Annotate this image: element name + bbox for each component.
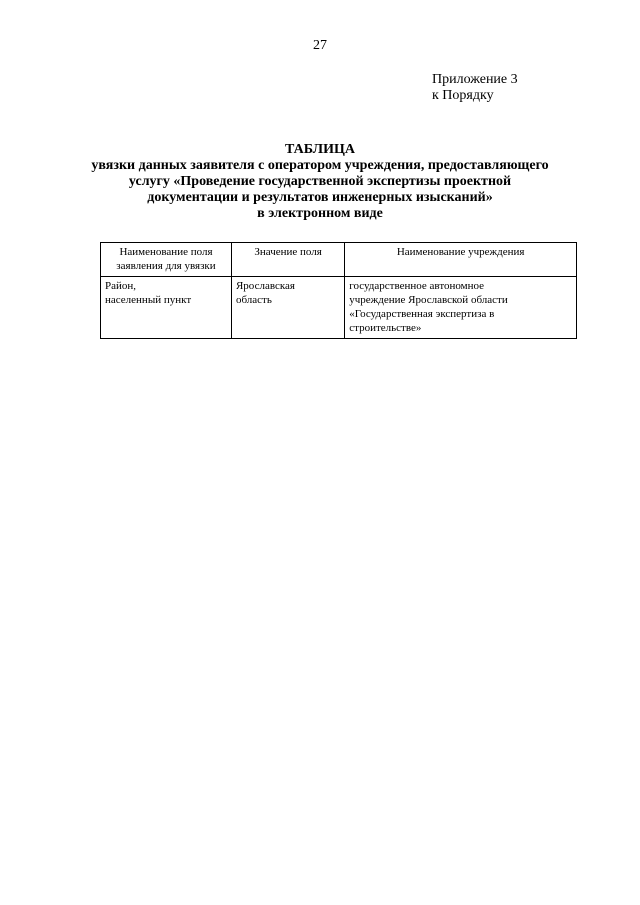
title-line: документации и результатов инженерных изысканий» <box>147 190 493 205</box>
title-line: в электронном виде <box>257 206 383 221</box>
column-header-institution: Наименование учреждения <box>345 243 577 277</box>
title-line: увязки данных заявителя с оператором учреждения, предоставляющего <box>91 158 549 173</box>
appendix-reference <box>432 72 518 104</box>
data-binding-table <box>100 242 577 339</box>
cell-field-value: Ярославская область <box>231 277 344 339</box>
column-header-field-name: Наименование поля заявления для увязки <box>101 243 232 277</box>
document-title <box>90 142 550 222</box>
page-number: 27 <box>313 38 327 53</box>
table-row <box>101 277 577 339</box>
appendix-line: к Порядку <box>432 88 494 103</box>
cell-field-name: Район, населенный пункт <box>101 277 232 339</box>
title-heading: ТАБЛИЦА <box>285 142 355 157</box>
title-line: услугу «Проведение государственной экспертизы проектной <box>128 174 512 189</box>
cell-institution: государственное автономное учреждение Ярославской области «Государственная экспертиза в строительстве» <box>345 277 577 339</box>
appendix-line: Приложение 3 <box>432 72 518 87</box>
column-header-field-value: Значение поля <box>231 243 344 277</box>
table-header-row <box>101 243 577 277</box>
